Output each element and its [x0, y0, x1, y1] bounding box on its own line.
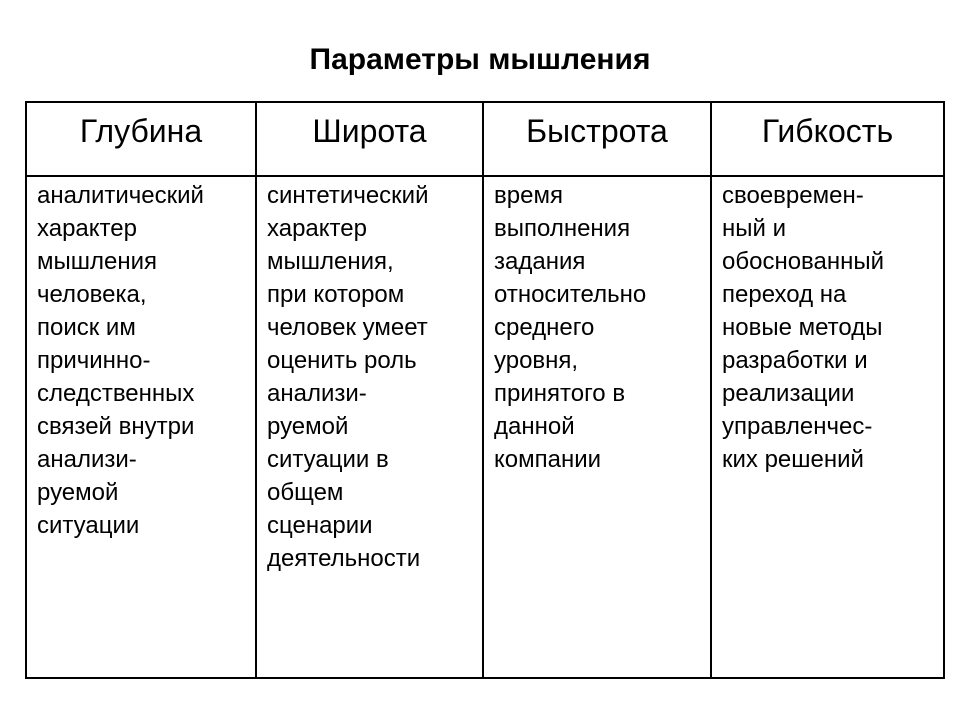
header-flexibility: Гибкость — [711, 102, 944, 176]
table-row — [26, 176, 944, 678]
table-header-row — [26, 102, 944, 176]
cell-breadth-description: синтетический характер мышления, при котором человек умеет оценить роль анализи- руемой ситуации в общем сценарии деятельности — [256, 176, 483, 678]
header-depth: Глубина — [26, 102, 256, 176]
cell-flexibility-description: своевремен- ный и обоснованный переход на новые методы разработки и реализации управленчес- ких решений — [711, 176, 944, 678]
thinking-parameters-table — [25, 101, 945, 679]
header-speed: Быстрота — [483, 102, 711, 176]
cell-depth-description: аналитический характер мышления человека, поиск им причинно- следственных связей внутри анализи- руемой ситуации — [26, 176, 256, 678]
slide-title: Параметры мышления — [309, 43, 651, 76]
header-breadth: Широта — [256, 102, 483, 176]
cell-speed-description: время выполнения задания относительно среднего уровня, принятого в данной компании — [483, 176, 711, 678]
